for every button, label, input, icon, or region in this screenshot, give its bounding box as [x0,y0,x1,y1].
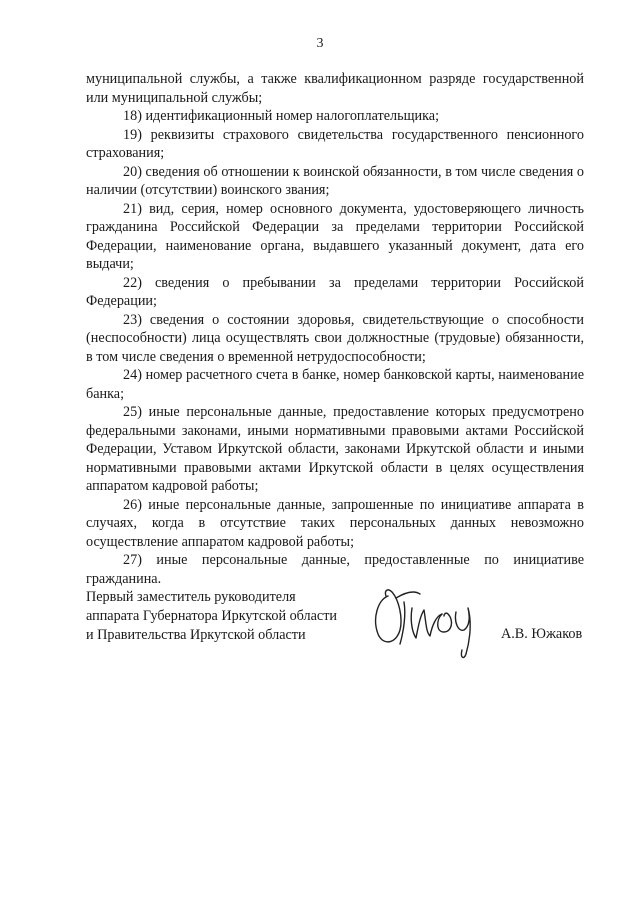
list-item-23: 23) сведения о состоянии здоровья, свидетельствующие о способности (неспособности) лица осуществлять свои должностные (трудовые) обязанности, в том числе сведения о временной нетрудоспособности; [86,311,584,365]
list-item-26: 26) иные персональные данные, запрошенные по инициативе аппарата в случаях, когда в отсутствие таких персональных данных невозможно осуществление аппаратом кадровой работы; [86,496,584,550]
signer-name: А.В. Южаков [501,626,583,642]
list-item-21: 21) вид, серия, номер основного документа, удостоверяющего личность гражданина Российской Федерации за пределами территории Российской Федерации, наименование органа, выдавшего указанный документ, дата его выдачи; [86,200,584,272]
list-item-25: 25) иные персональные данные, предоставление которых предусмотрено федеральными законами, иными нормативными правовыми актами Российской Федерации, Уставом Иркутской области, законами Иркутской области и иными нормативными правовыми актами Иркутской области в целях осуществления аппаратом кадровой работы; [86,404,584,494]
signer-position [86,588,337,645]
list-item-24: 24) номер расчетного счета в банке, номер банковской карты, наименование банка; [86,367,584,402]
list-item-20: 20) сведения об отношении к воинской обязанности, в том числе сведения о наличии (отсутствии) воинского звания; [86,163,584,198]
list-item-19: 19) реквизиты страхового свидетельства государственного пенсионного страхования; [86,126,584,161]
signer-position-line-2: аппарата Губернатора Иркутской области [86,608,338,624]
signer-position-line-1: Первый заместитель руководителя [86,589,296,605]
handwritten-signature [366,578,506,663]
list-item-22: 22) сведения о пребывании за пределами территории Российской Федерации; [86,274,584,309]
signer-position-line-3: и Правительства Иркутской области [86,627,306,643]
signature-block [86,588,586,668]
document-body [86,70,584,588]
paragraph-continuation: муниципальной службы, а также квалификационном разряде государственной или муниципальной службы; [86,71,584,106]
page-number: 3 [316,36,324,51]
list-item-27: 27) иные персональные данные, предоставленные по инициативе гражданина. [86,552,584,587]
list-item-18: 18) идентификационный номер налогоплательщика; [123,108,440,124]
